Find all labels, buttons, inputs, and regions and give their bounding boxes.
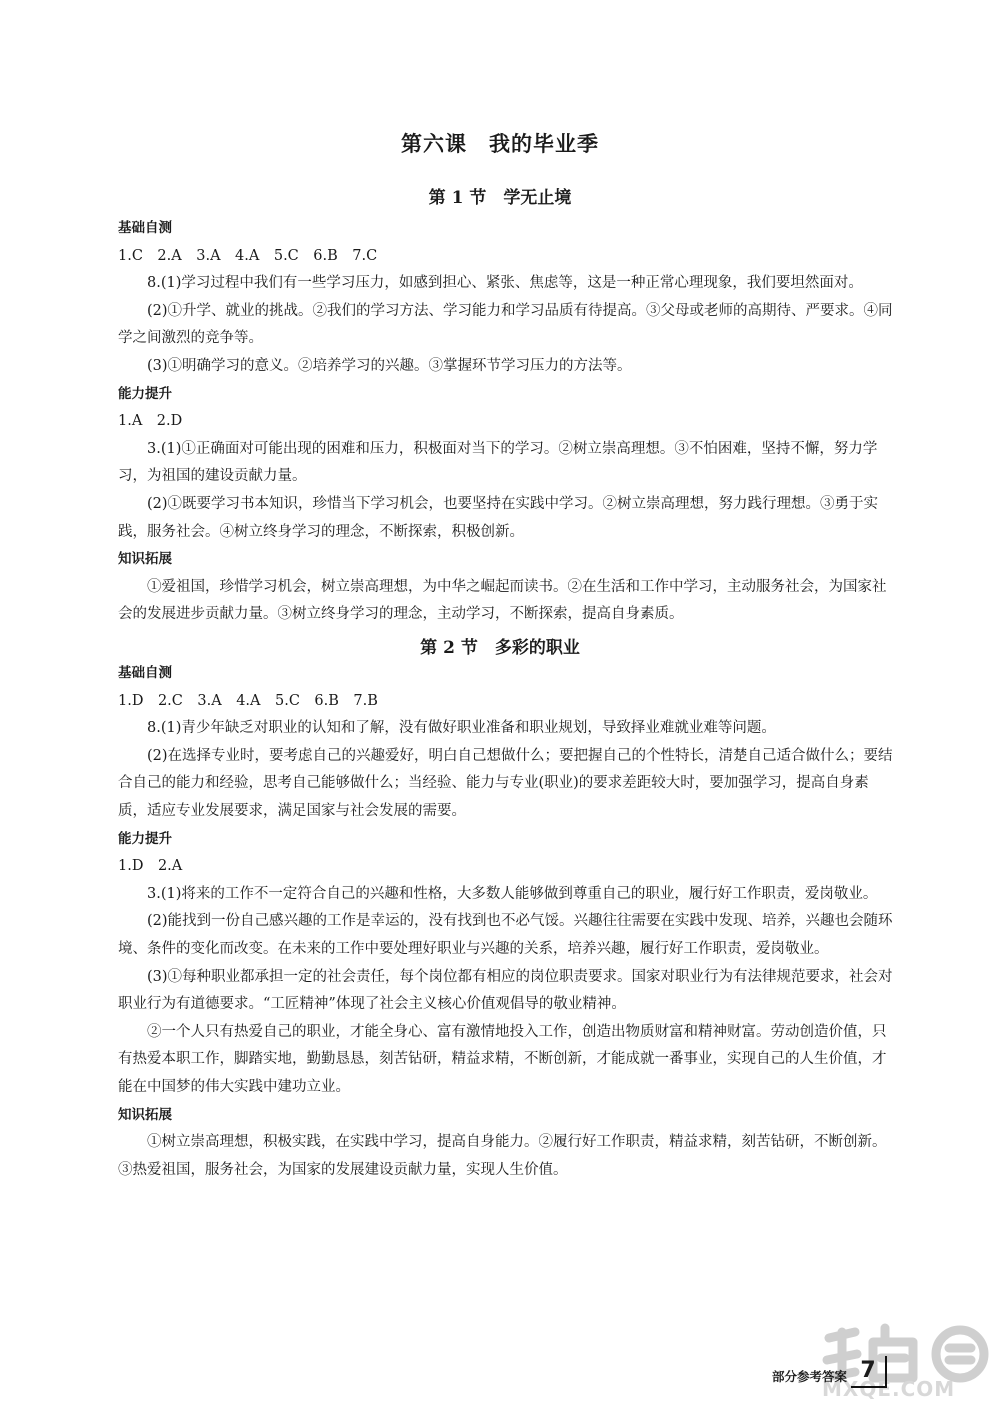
section-2-body bbox=[118, 660, 893, 1184]
section-2-extension-heading: 知识拓展 bbox=[118, 1106, 172, 1123]
section-2-ability-q3-part3: (3)①每种职业都承担一定的社会责任，每个岗位都有相应的岗位职责要求。国家对职业行为有法律规范要求，社会对职业行为有道德要求。“工匠精神”体现了社会主义核心价值观倡导的敬业精神。 bbox=[118, 968, 893, 1013]
page-number: 7 bbox=[851, 1356, 887, 1388]
section-1-ability-q3-part2: (2)①既要学习书本知识，珍惜当下学习机会，也要坚持在实践中学习。②树立崇高理想，努力践行理想。③勇于实践，服务社会。④树立终身学习的理念，不断探索，积极创新。 bbox=[118, 495, 879, 540]
section-2-basic-q8-part1: 8.(1)青少年缺乏对职业的认知和了解，没有做好职业准备和职业规划，导致择业难就业难等问题。 bbox=[147, 720, 776, 737]
footer-label: 部分参考答案 bbox=[772, 1369, 848, 1384]
section-1-basic-heading: 基础自测 bbox=[118, 220, 172, 236]
section-2-ability-answers: 1.D 2.A bbox=[118, 858, 183, 875]
section-2-extension-text: ①树立崇高理想，积极实践，在实践中学习，提高自身能力。②履行好工作职责，精益求精，刻苦钻研，不断创新。③热爱祖国，服务社会，为国家的发展建设贡献力量，实现人生价值。 bbox=[118, 1134, 887, 1178]
section-1-body bbox=[118, 215, 893, 629]
section-2-ability-q3-part4: ②一个人只有热爱自己的职业，才能全身心、富有激情地投入工作，创造出物质财富和精神财富。劳动创造价值，只有热爱本职工作，脚踏实地，勤勤恳恳，刻苦钻研，精益求精，不断创新，才能成就一番事业，实现自己的人生价值，才能在中国梦的伟大实践中建功立业。 bbox=[118, 1023, 887, 1095]
section-2-ability-heading: 能力提升 bbox=[118, 830, 172, 847]
section-1-extension-text: ①爱祖国，珍惜学习机会，树立崇高理想，为中华之崛起而读书。②在生活和工作中学习，主动服务社会，为国家社会的发展进步贡献力量。③树立终身学习的理念，主动学习，不断探索，提高自身素质。 bbox=[118, 578, 887, 623]
section-1-basic-q8-part1: 8.(1)学习过程中我们有一些学习压力，如感到担心、紧张、焦虑等，这是一种正常心理现象，我们要坦然面对。 bbox=[147, 275, 863, 292]
watermark-url: MXQE.COM bbox=[822, 1377, 956, 1401]
section-1-extension-heading: 知识拓展 bbox=[118, 551, 172, 568]
section-2-ability-q3-part1: 3.(1)将来的工作不一定符合自己的兴趣和性格，大多数人能够做到尊重自己的职业，履行好工作职责，爱岗敬业。 bbox=[147, 885, 878, 902]
section-1-ability-heading: 能力提升 bbox=[118, 385, 172, 402]
section-1-ability-q3-part1: 3.(1)①正确面对可能出现的困难和压力，积极面对当下的学习。②树立崇高理想。③不怕困难，坚持不懈，努力学习，为祖国的建设贡献力量。 bbox=[118, 440, 878, 485]
section-1-basic-q8-part3: (3)①明确学习的意义。②培养学习的兴趣。③掌握环节学习压力的方法等。 bbox=[147, 357, 632, 374]
lesson-title: 第六课 我的毕业季 bbox=[401, 132, 599, 156]
section-2-title: 第 2 节 多彩的职业 bbox=[420, 638, 580, 658]
section-1-ability-answers: 1.A 2.D bbox=[118, 413, 183, 430]
section-2-basic-answers: 1.D 2.C 3.A 4.A 5.C 6.B 7.B bbox=[118, 692, 378, 709]
section-2-basic-q8-part2: (2)在选择专业时，要考虑自己的兴趣爱好，明白自己想做什么；要把握自己的个性特长，清楚自己适合做什么；要结合自己的能力和经验，思考自己能够做什么；当经验、能力与专业(职业)的要求差距较大时，要加强学习，提高自身素质，适应专业发展要求，满足国家与社会发展的需要。 bbox=[118, 747, 893, 819]
section-2-basic-heading: 基础自测 bbox=[118, 665, 172, 681]
section-1-basic-answers: 1.C 2.A 3.A 4.A 5.C 6.B 7.C bbox=[118, 247, 378, 264]
section-1-basic-q8-part2: (2)①升学、就业的挑战。②我们的学习方法、学习能力和学习品质有待提高。③父母或老师的高期待、严要求。④同学之间激烈的竞争等。 bbox=[118, 302, 893, 347]
section-2-ability-q3-part2: (2)能找到一份自己感兴趣的工作是幸运的，没有找到也不必气馁。兴趣往往需要在实践中发现、培养，兴趣也会随环境、条件的变化而改变。在未来的工作中要处理好职业与兴趣的关系，培养兴趣，履行好工作职责，爱岗敬业。 bbox=[118, 913, 893, 957]
section-1-title: 第 1 节 学无止境 bbox=[428, 188, 572, 208]
